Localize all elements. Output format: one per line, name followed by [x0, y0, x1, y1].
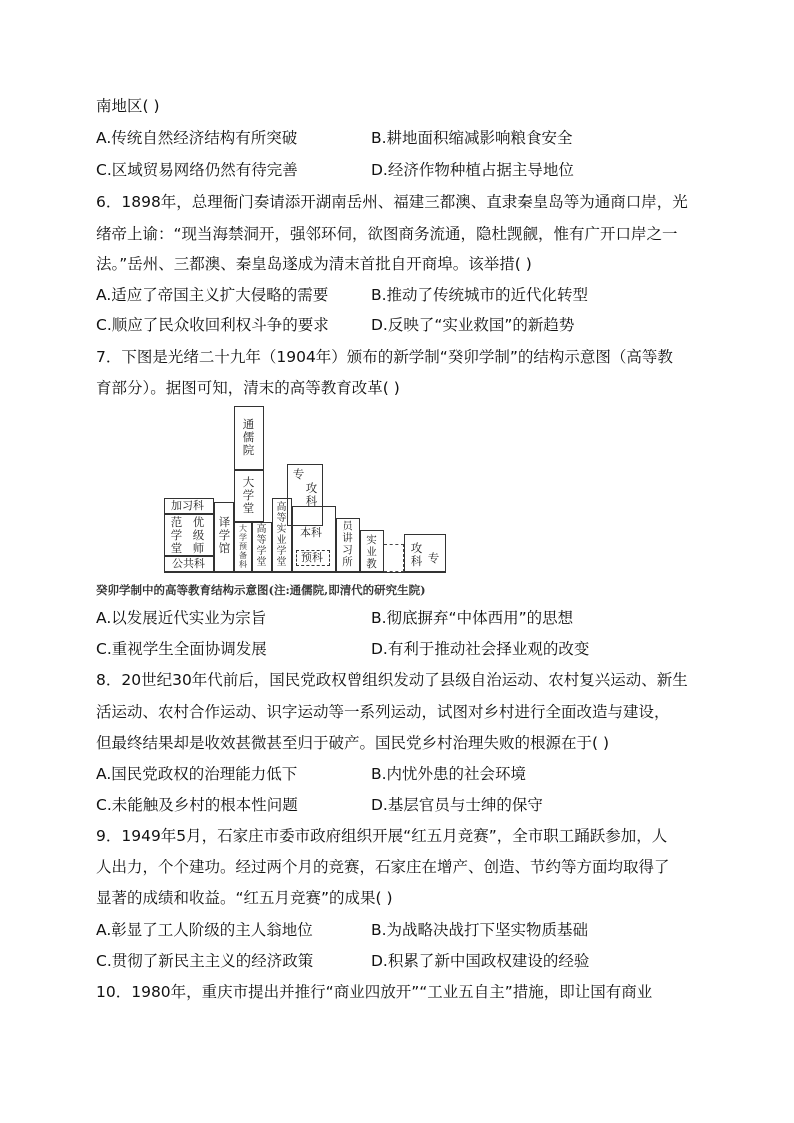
q8-option-d[interactable]: D.基层官员与士绅的保守 — [371, 796, 543, 814]
q9-stem-line2: 人出力，个个建功。经过两个月的竞赛，石家庄在增产、创造、节约等方面均取得了 — [96, 858, 670, 876]
q7-option-d[interactable]: D.有利于推动社会择业观的改变 — [371, 640, 590, 658]
yuke-label: 预科 — [301, 551, 323, 564]
q10-stem-line1: 10．1980年，重庆市提出并推行“商业四放开”“工业五自主”措施，即让国有商业 — [96, 983, 653, 1001]
dashed-connector — [384, 544, 404, 572]
school-system-diagram — [96, 406, 516, 602]
q6-stem-line2: 绪帝上谕：“现当海禁洞开，强邻环伺，欲图商务流通，隐杜觊觎，惟有广开口岸之一 — [96, 225, 678, 243]
q9-option-c[interactable]: C.贯彻了新民主主义的经济政策 — [96, 952, 314, 970]
youji-label: 优级师 — [192, 515, 205, 555]
zhuangongke-bottom-label-a: 攻科 — [410, 541, 423, 568]
q8-stem-line3: 但最终结果却是收效甚微甚至归于破产。国民党乡村治理失败的根源在于( ) — [96, 734, 610, 752]
q6-option-a[interactable]: A.适应了帝国主义扩大侵略的需要 — [96, 286, 329, 304]
q8-stem-line2: 活运动、农村合作运动、识字运动等一系列运动，试图对乡村进行全面改造与建设， — [96, 703, 670, 721]
q5-option-c[interactable]: C.区域贸易网络仍然有待完善 — [96, 161, 298, 179]
q9-stem-line1: 9．1949年5月，石家庄市委市政府组织开展“红五月竞赛”，全市职工踊跃参加，人 — [96, 827, 668, 845]
shifan-label: 范学堂 — [170, 515, 183, 555]
q6-option-c[interactable]: C.顺应了民众收回利权斗争的要求 — [96, 316, 329, 334]
q7-stem-line1: 7．下图是光绪二十九年（1904年）颁布的新学制“癸卯学制”的结构示意图（高等教 — [96, 348, 673, 366]
q7-option-b[interactable]: B.彻底摒弃“中体西用”的思想 — [371, 609, 574, 627]
q9-stem-line3: 显著的成绩和收益。“红五月竞赛”的成果( ) — [96, 889, 393, 907]
zhuangongke-top-label-1: 专 — [292, 467, 305, 481]
zhuangongke-top-label-2: 攻 科 — [305, 481, 318, 508]
diagram-caption: 癸卯学制中的高等教育结构示意图(注:通儒院,即清代的研究生院) — [96, 583, 426, 597]
q9-option-d[interactable]: D.积累了新中国政权建设的经验 — [371, 952, 590, 970]
yixueguan-label: 译学馆 — [218, 515, 231, 555]
q8-stem-line1: 8．20世纪30年代前后，国民党政权曾组织发动了县级自治运动、农村复兴运动、新生 — [96, 671, 688, 689]
daxuetang-label: 大学堂 — [242, 475, 255, 515]
benke-label: 本科 — [300, 526, 322, 539]
diagram-baseline — [164, 572, 446, 573]
jiangxisuo-label: 员讲习所 — [342, 520, 353, 568]
q5-stem-tail: 南地区( ) — [96, 97, 160, 115]
q6-option-d[interactable]: D.反映了“实业救国”的新趋势 — [371, 316, 575, 334]
q7-stem-line2: 育部分）。据图可知，清末的高等教育改革( ) — [96, 379, 400, 397]
q5-option-a[interactable]: A.传统自然经济结构有所突破 — [96, 129, 298, 147]
q9-option-a[interactable]: A.彰显了工人阶级的主人翁地位 — [96, 921, 313, 939]
q7-option-c[interactable]: C.重视学生全面协调发展 — [96, 640, 267, 658]
zhuangongke-bottom-label-b: 专 — [427, 551, 440, 565]
jiaxueke-label: 加习科 — [171, 499, 204, 512]
q5-option-d[interactable]: D.经济作物种植占据主导地位 — [371, 161, 574, 179]
q7-option-a[interactable]: A.以发展近代实业为宗旨 — [96, 609, 267, 627]
q6-stem-line1: 6．1898年，总理衙门奏请添开湖南岳州、福建三都澳、直隶秦皇岛等为通商口岸，光 — [96, 193, 688, 211]
q6-stem-line3: 法。”岳州、三都澳、秦皇岛遂成为清末首批自开商埠。该举措( ) — [96, 255, 532, 273]
q8-option-c[interactable]: C.未能触及乡村的根本性问题 — [96, 796, 298, 814]
gaodengxuetang-label: 高等学堂 — [256, 524, 267, 568]
q8-option-a[interactable]: A.国民党政权的治理能力低下 — [96, 765, 298, 783]
gaodengshiye-label: 高等实业学堂 — [276, 502, 287, 568]
q9-option-b[interactable]: B.为战略决战打下坚实物质基础 — [371, 921, 589, 939]
q6-option-b[interactable]: B.推动了传统城市的近代化转型 — [371, 286, 589, 304]
q8-option-b[interactable]: B.内忧外患的社会环境 — [371, 765, 527, 783]
gonggongke-label: 公共科 — [172, 557, 205, 570]
q5-option-b[interactable]: B.耕地面积缩减影响粮食安全 — [371, 129, 573, 147]
daxueyuke-label: 大学预备科 — [239, 524, 247, 569]
tongru-label: 通儒院 — [242, 417, 255, 457]
shiyejiao-label: 实业教 — [366, 534, 377, 570]
